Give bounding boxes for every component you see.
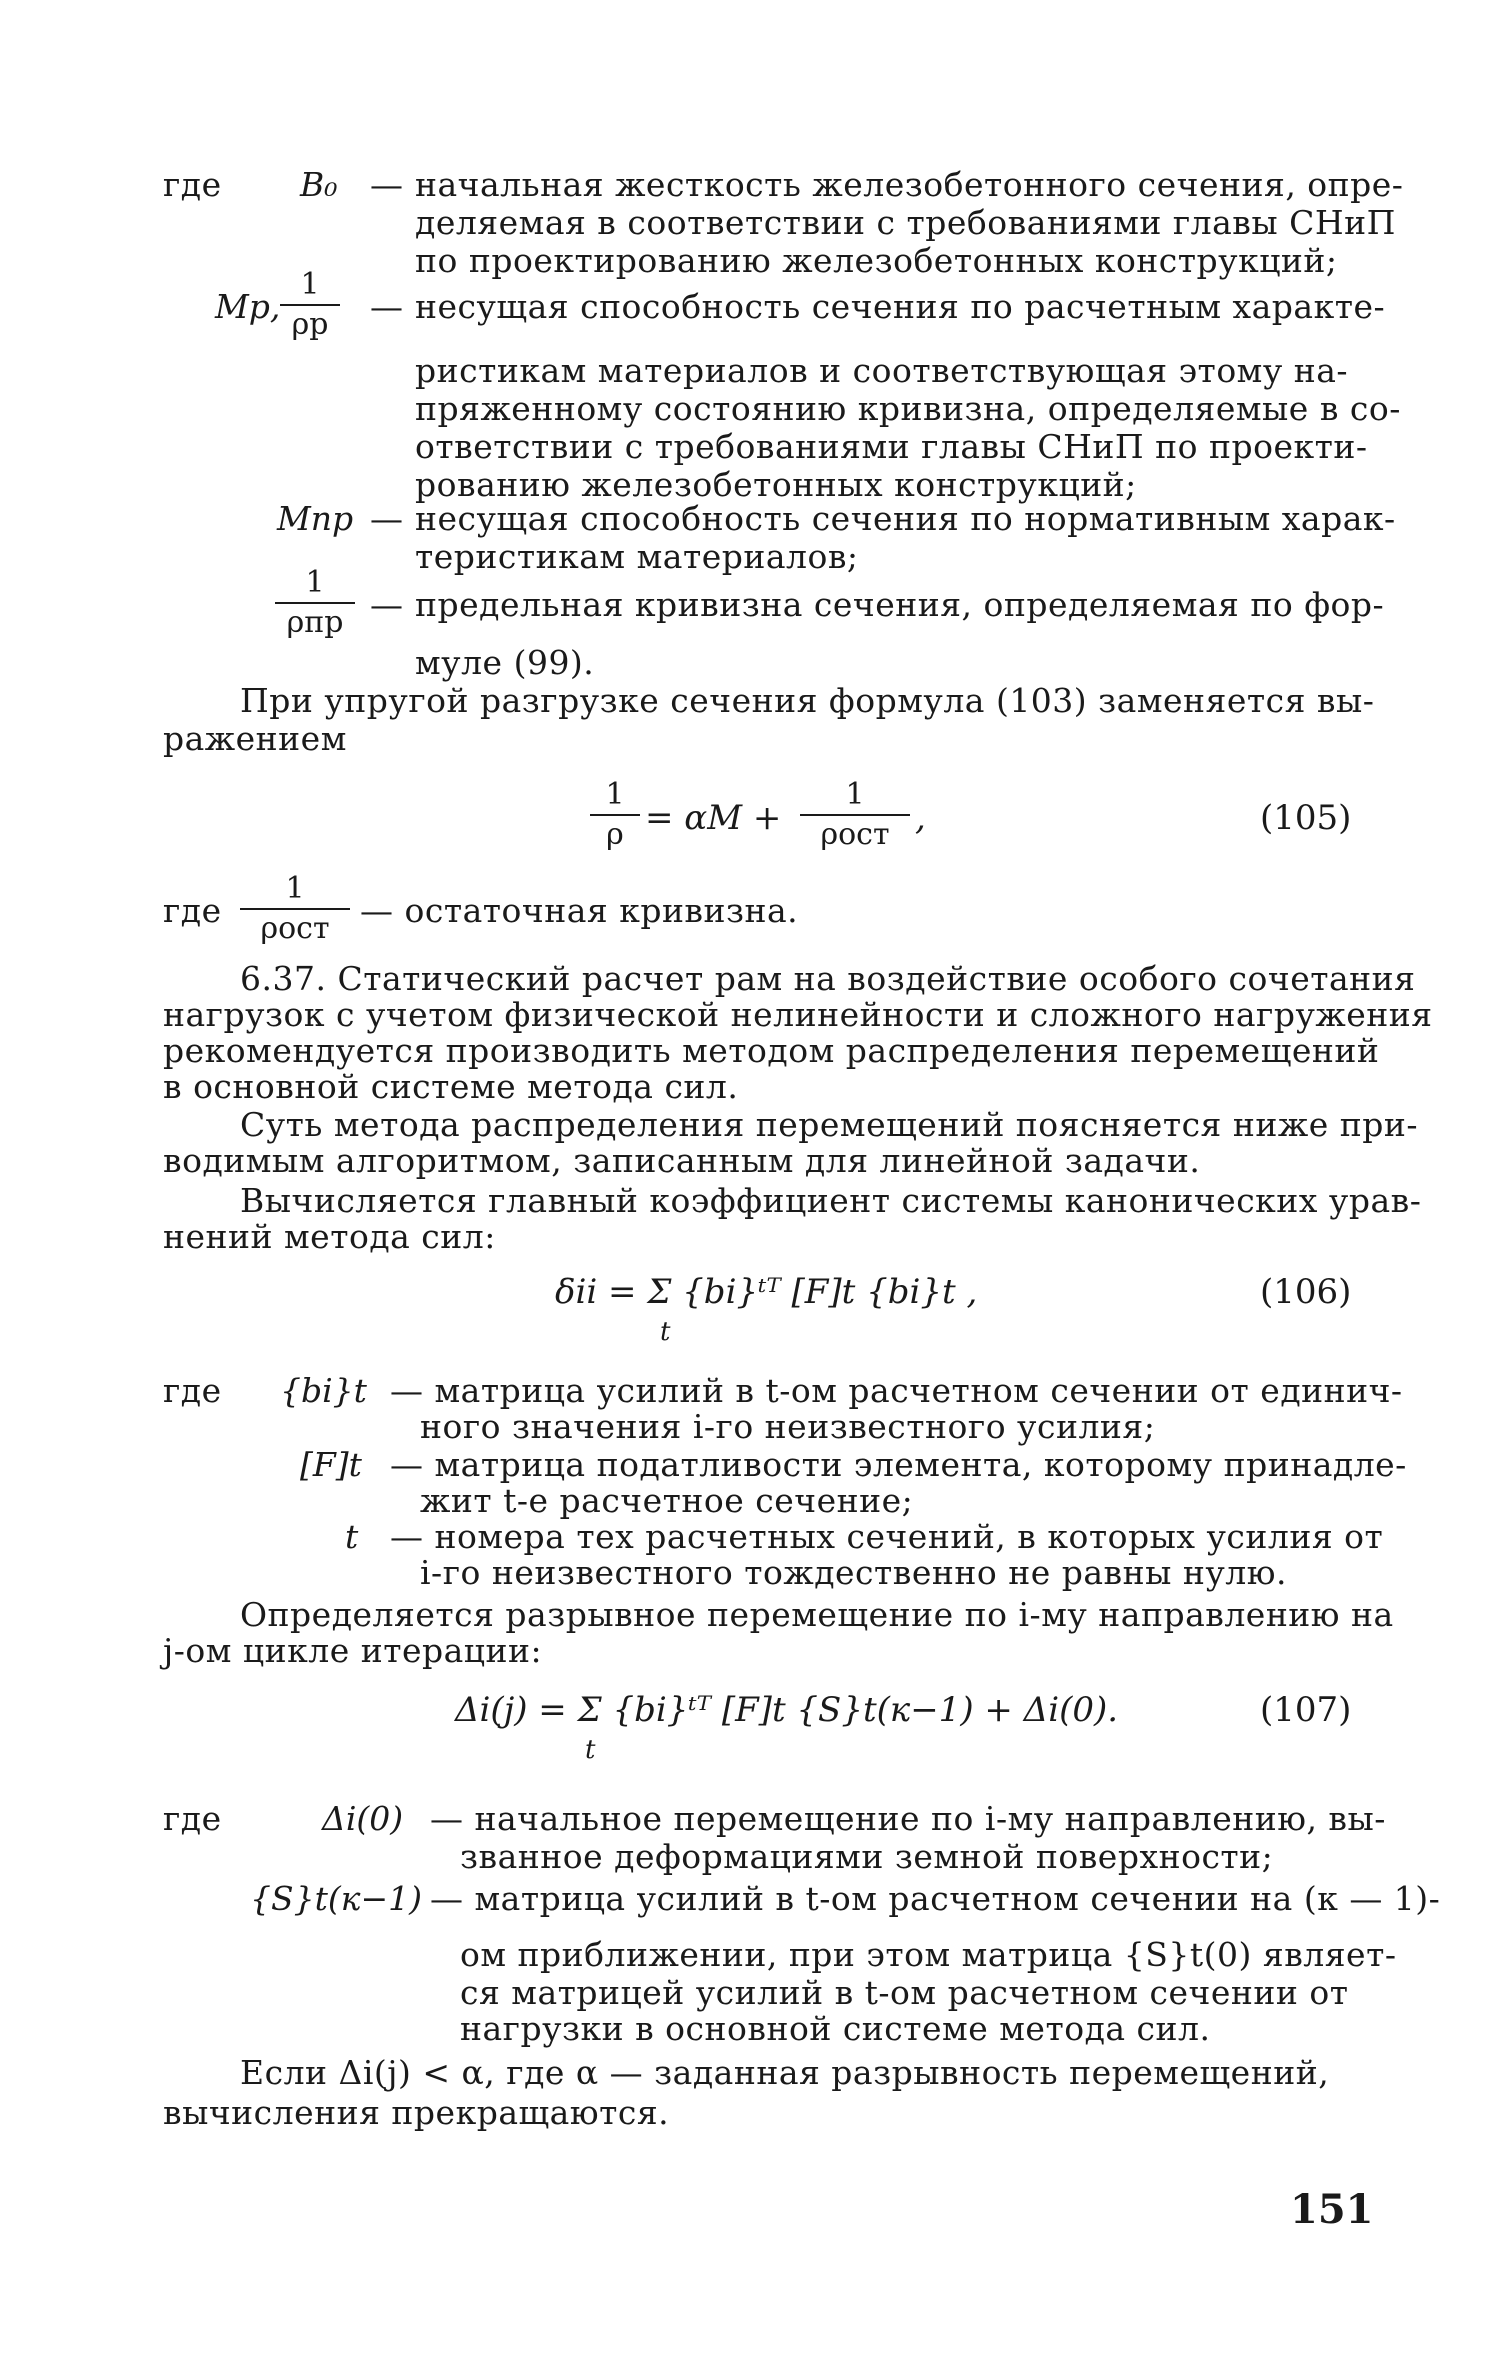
defs106-where: где [163,1371,222,1410]
para-coef-2: нений метода сил: [163,1217,496,1256]
mpr-line-2: теристикам материалов; [415,537,859,576]
mp-line-3: пряженному состоянию кривизна, определяемые в со- [415,389,1401,428]
residual-fraction [240,872,350,946]
rhopr-line-1: предельная кривизна сечения, определяемая по фор- [415,585,1385,624]
mp-symbol: Мр, [215,287,281,326]
def-s-line-1: — матрица усилий в t-ом расчетном сечении на (к — 1)- [430,1879,1441,1918]
mp-line-4: ответствии с требованиями главы СНиП по проекти- [415,427,1368,466]
def-bi-line-1: — матрица усилий в t-ом расчетном сечении от единич- [390,1371,1403,1410]
eq105-lhs-num: 1 [605,777,625,812]
def-f-symbol: [F]t [300,1445,362,1484]
para-final-1: Если Δi(j) < α, где α — заданная разрывность перемещений, [240,2053,1330,2092]
rhopr-fraction [275,566,355,640]
eq106-number: (106) [1260,1272,1352,1312]
residual-where: где [163,891,222,930]
mp-fraction [280,268,340,342]
def-s-line-3: ся матрицей усилий в t-ом расчетном сечении от [460,1973,1349,2012]
defs107-where: где [163,1799,222,1838]
def-delta0-symbol: Δi(0) [322,1799,404,1838]
eq105-middle: = αM + [645,798,782,838]
eq105-comma: , [915,798,926,838]
rhopr-frac-bar [275,602,355,604]
page-number: 151 [1290,2186,1374,2233]
para-637-2: нагрузок с учетом физической нелинейности и сложного нагружения [163,995,1433,1034]
mp-line-2: ристикам материалов и соответствующая этому на- [415,351,1349,390]
para-637-4: в основной системе метода сил. [163,1067,739,1106]
mp-frac-den: ρр [291,307,329,342]
mpr-line-1: несущая способность сечения по нормативным харак- [415,499,1396,538]
eq107-number: (107) [1260,1690,1352,1730]
para-637-3: рекомендуется производить методом распределения перемещений [163,1031,1380,1070]
para-disp-2: j-ом цикле итерации: [163,1631,543,1670]
b0-line-2: деляемая в соответствии с требованиями главы СНиП [415,203,1396,242]
mp-line-1: несущая способность сечения по расчетным характе- [415,287,1386,326]
eq106-sum-index: t [660,1317,671,1347]
def-f-line-1: — матрица податливости элемента, которому принадле- [390,1445,1407,1484]
def-delta0-line-2: званное деформациями земной поверхности; [460,1837,1274,1876]
para-unload-2: ражением [163,719,347,758]
para-unload-1: При упругой разгрузке сечения формула (103) заменяется вы- [240,681,1375,720]
eq105-lhs-fraction [590,778,640,852]
def-s-line-4: нагрузки в основной системе метода сил. [460,2009,1211,2048]
b0-line-3: по проектированию железобетонных конструкций; [415,241,1338,280]
para-coef-1: Вычисляется главный коэффициент системы канонических урав- [240,1181,1422,1220]
mp-frac-bar [280,304,340,306]
rhopr-frac-num: 1 [305,565,325,600]
rhopr-dash: — [370,585,404,624]
b0-line-1: начальная жесткость железобетонного сечения, опре- [415,165,1404,204]
para-final-2: вычисления прекращаются. [163,2093,670,2132]
eq105-number: (105) [1260,798,1352,838]
def-t-symbol: t [345,1517,359,1556]
def-t-line-2: i-го неизвестного тождественно не равны нулю. [420,1553,1287,1592]
def-s-line-2: ом приближении, при этом матрица {S}t(0) являет- [460,1935,1397,1974]
mp-frac-num: 1 [300,267,320,302]
para-637-1: 6.37. Статический расчет рам на воздействие особого сочетания [240,959,1416,998]
mpr-symbol: Мпр [277,499,354,538]
mp-line-5: рованию железобетонных конструкций; [415,465,1137,504]
def-bi-symbol: {bi}t [280,1371,367,1410]
eq105-rhs-bar [800,814,910,816]
def-f-line-2: жит t-е расчетное сечение; [420,1481,914,1520]
rhopr-frac-den: ρпр [286,605,344,640]
eq106-expression: δii = Σ {bi}ᵗᵀ [F]t {bi}t , [555,1272,978,1312]
mpr-dash: — [370,499,404,538]
eq105-rhs-fraction [800,778,910,852]
eq105-rhs-den: ρост [820,817,890,852]
eq105-lhs-den: ρ [606,817,624,852]
para-disp-1: Определяется разрывное перемещение по i-му направлению на [240,1595,1394,1634]
b0-dash: — [370,165,404,204]
b0-symbol: B₀ [300,165,338,204]
residual-frac-bar [240,908,350,910]
eq105-rhs-num: 1 [845,777,865,812]
def-s-symbol: {S}t(к−1) [250,1879,422,1918]
residual-frac-num: 1 [285,871,305,906]
residual-text: — остаточная кривизна. [360,891,799,930]
def-t-line-1: — номера тех расчетных сечений, в которых усилия от [390,1517,1384,1556]
eq107-sum-index: t [585,1735,596,1765]
rhopr-line-2: муле (99). [415,643,595,682]
residual-frac-den: ρост [260,911,330,946]
where-label: где [163,165,222,204]
def-delta0-line-1: — начальное перемещение по i-му направлению, вы- [430,1799,1386,1838]
mp-dash: — [370,287,404,326]
para-essence-2: водимым алгоритмом, записанным для линейной задачи. [163,1141,1201,1180]
para-essence-1: Суть метода распределения перемещений поясняется ниже при- [240,1105,1418,1144]
eq107-expression: Δi(j) = Σ {bi}ᵗᵀ [F]t {S}t(к−1) + Δi(0). [455,1690,1119,1730]
def-bi-line-2: ного значения i-го неизвестного усилия; [420,1407,1156,1446]
eq105-lhs-bar [590,814,640,816]
